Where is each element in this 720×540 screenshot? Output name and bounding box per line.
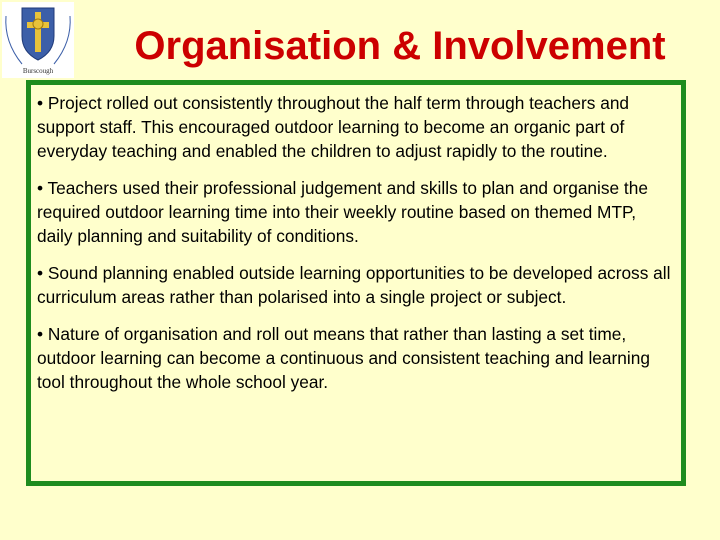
bullet-item: • Project rolled out consistently throughout the half term through teachers and support staff. This encouraged outdoor learning to become an organic part of everyday teaching and enabled the children to adjust rapidly to the routine. xyxy=(37,93,630,161)
bullet-item: • Sound planning enabled outside learning opportunities to be developed across all curriculum areas rather than polarised into a single project or subject. xyxy=(37,263,671,307)
slide-title: Organisation & Involvement xyxy=(134,24,666,68)
bullet-item: • Nature of organisation and roll out means that rather than lasting a set time, outdoor learning can become a continuous and consistent teaching and learning tool throughout the whole school year. xyxy=(37,324,650,392)
logo-place-text: Burscough xyxy=(22,67,54,75)
bullet-item: • Teachers used their professional judgement and skills to plan and organise the required outdoor learning time into their weekly routine based on themed MTP, daily planning and suitability of conditions. xyxy=(37,178,648,246)
school-logo xyxy=(2,2,74,78)
content-box xyxy=(26,80,686,486)
